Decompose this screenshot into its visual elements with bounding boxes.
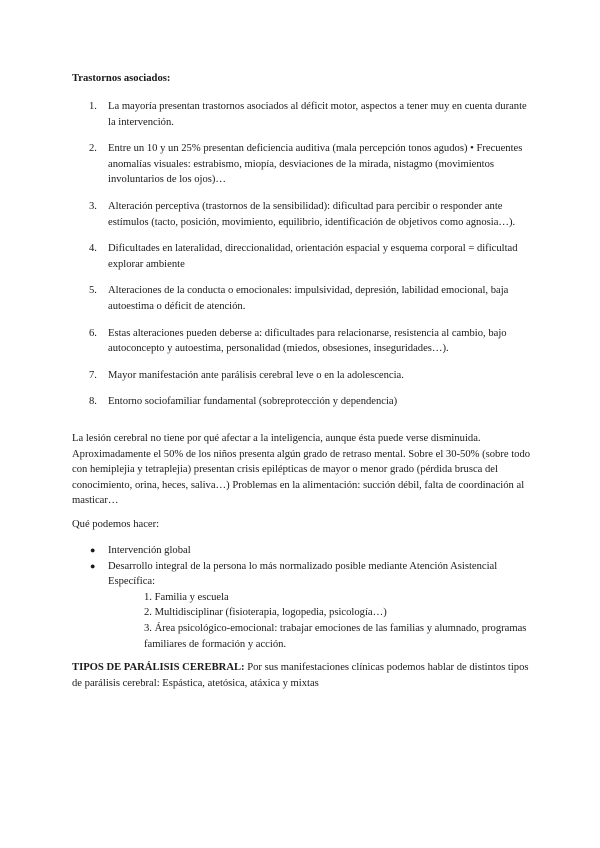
item-text: Entorno sociofamiliar fundamental (sobreprotección y dependencia) bbox=[108, 396, 398, 408]
bullet-text: Desarrollo integral de la persona lo más normalizado posible mediante Atención Asistencial Específica: bbox=[108, 560, 498, 588]
item-number: 7. bbox=[89, 369, 97, 381]
item-text: Alteración perceptiva (trastornos de la sensibilidad): dificultad para percibir o responder ante estímulos (tacto, posición, movimiento, equilibrio, identificación de objetivos como agnosia…). bbox=[108, 200, 516, 228]
list-item bbox=[72, 283, 532, 314]
item-text: Alteraciones de la conducta o emocionales: impulsividad, depresión, labilidad emocional, baja autoestima o déficit de atención. bbox=[108, 285, 509, 312]
item-number: 5. bbox=[89, 285, 97, 297]
list-item bbox=[72, 141, 532, 188]
item-text: Mayor manifestación ante parálisis cerebral leve o en la adolescencia. bbox=[108, 369, 404, 381]
bullet-item bbox=[72, 543, 532, 559]
item-number: 8. bbox=[89, 396, 97, 408]
types-text: Por sus manifestaciones clínicas podemos hablar de distintos tipos de parálisis cerebral: Espástica, atetósica, atáxica y mixtas bbox=[72, 662, 529, 689]
bullet-item bbox=[72, 559, 532, 653]
sub-item: 3. Área psicológico-emocional: trabajar emociones de las familias y alumnado, programas familiares de formación y acción. bbox=[144, 622, 527, 650]
item-text: La mayoría presentan trastornos asociados al déficit motor, aspectos a tener muy en cuenta durante la intervención. bbox=[108, 101, 527, 128]
bullet-icon: ● bbox=[90, 545, 96, 555]
item-number: 3. bbox=[89, 200, 97, 212]
section-heading: Trastornos asociados: bbox=[72, 73, 171, 84]
body-paragraph: La lesión cerebral no tiene por qué afectar a la inteligencia, aunque ésta puede verse disminuida. Aproximadamente el 50% de los niños presenta algún grado de retraso mental. Sobre el 30-50% (sobre todo con hemiplejia y tetraplejia) presentan crisis epilépticas de mayor o menor grado (pérdida brusca del conocimiento, orina, heces, saliva…) Problemas en la alimentación: succión débil, falta de coordinación al masticar… bbox=[72, 433, 531, 507]
item-number: 6. bbox=[89, 327, 97, 339]
list-item bbox=[72, 241, 532, 272]
bullet-icon: ● bbox=[90, 560, 96, 571]
bullet-list bbox=[72, 543, 532, 652]
sub-item: 2. Multidisciplinar (fisioterapia, logopedia, psicología…) bbox=[144, 607, 387, 619]
list-item bbox=[72, 199, 532, 230]
item-number: 1. bbox=[89, 101, 97, 112]
associated-disorders-list bbox=[72, 99, 532, 421]
sub-item: 1. Familia y escuela bbox=[144, 591, 229, 603]
item-text: Estas alteraciones pueden deberse a: dificultades para relacionarse, resistencia al cambio, bajo autoconcepto y autoestima, personalidad (miedos, obsesiones, inseguridades…). bbox=[108, 327, 507, 355]
bullet-text: Intervención global bbox=[108, 545, 191, 556]
types-label: TIPOS DE PARÁLISIS CEREBRAL: bbox=[72, 662, 245, 673]
item-text: Entre un 10 y un 25% presentan deficiencia auditiva (mala percepción tonos agudos) • Frecuentes anomalías visuales: estrabismo, miopía, desviaciones de la mirada, nistagmo (movimientos involuntarios de los ojos)… bbox=[108, 143, 523, 186]
item-text: Dificultades en lateralidad, direccionalidad, orientación espacial y esquema corporal = dificultad explorar ambiente bbox=[108, 243, 518, 270]
list-item bbox=[72, 394, 532, 410]
list-item bbox=[72, 326, 532, 357]
sub-list bbox=[108, 590, 532, 652]
types-paragraph bbox=[72, 660, 532, 691]
item-number: 4. bbox=[89, 243, 97, 255]
list-item bbox=[72, 368, 532, 384]
item-number: 2. bbox=[89, 143, 97, 155]
what-can-we-do-heading: Qué podemos hacer: bbox=[72, 519, 160, 530]
list-item bbox=[72, 99, 532, 130]
